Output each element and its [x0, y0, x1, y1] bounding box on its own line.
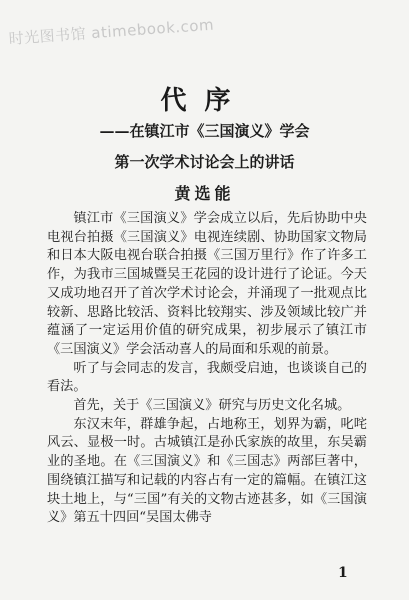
page-title: 代序: [160, 86, 249, 116]
author-name: 黄选能: [174, 184, 235, 203]
paragraph: 东汉末年，群雄争起，占地称王，划界为霸，叱咤风云、显极一时。古城镇江是孙氏家族的故里，东吴霸业的圣地。在《三国演义》和《三国志》两部巨著中，围绕镇江描写和记载的内容占有一定的篇幅。在镇江这块土地上，与“三国”有关的文物古迹甚多，如《三国演义》第五十四回“吴国太佛寺: [47, 416, 367, 526]
subtitle-line-2: 第一次学术讨论会上的讲话: [114, 153, 295, 171]
paragraph: 镇江市《三国演义》学会成立以后，先后协助中央电视台拍摄《三国演义》电视连续剧、协助国家文物局和日本大阪电视台联合拍摄《三国万里行》作了许多工作，为我市三国城暨吴王花园的设计进行了论证。今天又成功地召开了首次学术讨论会，并涌现了一批观点比较新、思路比较活、资料比较翔实、涉及领域比较广并蕴涵了一定运用价值的研究成果，初步展示了镇江市《三国演义》学会活动喜人的局面和乐观的前景。: [47, 211, 367, 357]
paragraph: 听了与会同志的发言，我颇受启迪，也谈谈自己的看法。: [47, 360, 367, 395]
watermark: 时光图书馆 atimebook.com: [8, 15, 215, 48]
body-text: [47, 210, 367, 528]
subtitle-line-1: ——在镇江市《三国演义》学会: [99, 122, 310, 140]
page-number: 1: [338, 565, 348, 581]
paragraph: 首先，关于《三国演义》研究与历史文化名城。: [73, 398, 351, 414]
